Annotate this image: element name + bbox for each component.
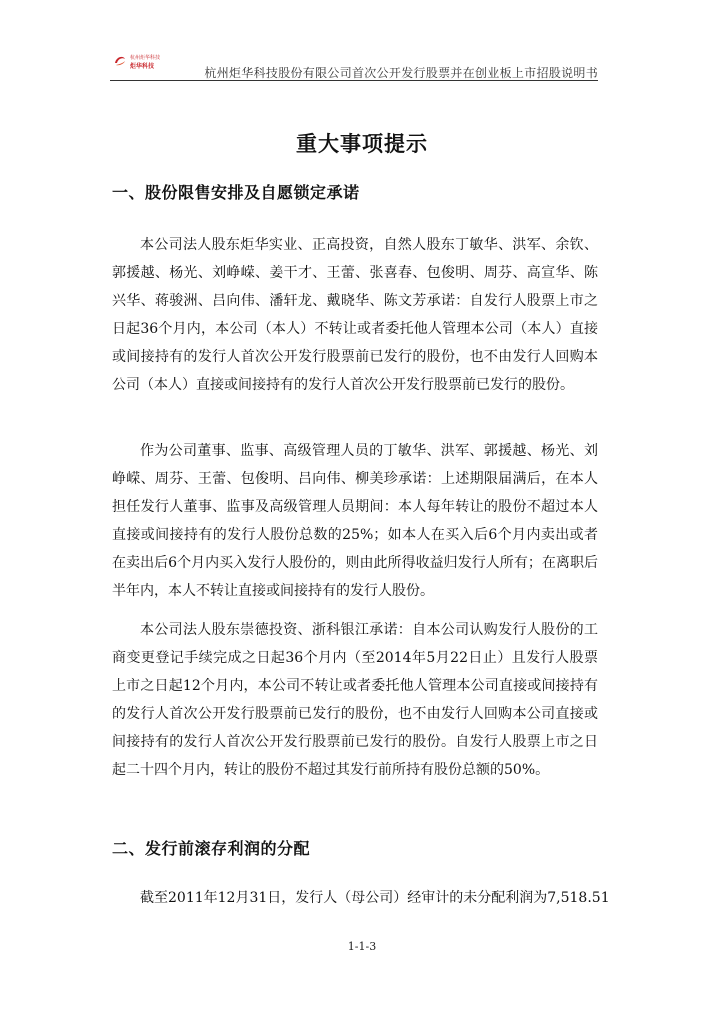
paragraph-lockup-1: 本公司法人股东炬华实业、正高投资，自然人股东丁敏华、洪军、余钦、郭援越、杨光、刘峥嵘、姜干才、王蕾、张喜春、包俊明、周芬、高宣华、陈兴华、蒋骏洲、吕向伟、潘轩龙、戴晓华、陈文芳承诺：自发行人股票上市之日起36个月内，本公司（本人）不转让或者委托他人管理本公司（本人）直接或间接持有的发行人首次公开发行股票前已发行的股份，也不由发行人回购本公司（本人）直接或间接持有的发行人首次公开发行股票前已发行的股份。	[112, 237, 598, 393]
section-heading-profit-distribution: 二、发行前滚存利润的分配	[112, 839, 311, 858]
paragraph-lockup-2: 作为公司董事、监事、高级管理人员的丁敏华、洪军、郭援越、杨光、刘峥嵘、周芬、王蕾、包俊明、吕向伟、柳美珍承诺：上述期限届满后，在本人担任发行人董事、监事及高级管理人员期间：本人每年转让的股份不超过本人直接或间接持有的发行人股份总数的25%；如本人在买入后6个月内卖出或者在卖出后6个月内买入发行人股份的，则由此所得收益归发行人所有；在离职后半年内，本人不转让直接或间接持有的发行人股份。	[112, 443, 598, 599]
page-header	[110, 50, 598, 81]
page-title: 重大事项提示	[296, 132, 428, 156]
logo-text-top: 杭州炬华科技	[130, 55, 161, 61]
page-number: 1-1-3	[347, 940, 377, 953]
paragraph-profit-distribution: 截至2011年12月31日，发行人（母公司）经审计的未分配利润为7,518.51	[140, 890, 610, 906]
paragraph-lockup-3: 本公司法人股东崇德投资、浙科银江承诺：自本公司认购发行人股份的工商变更登记手续完成之日起36个月内（至2014年5月22日止）且发行人股票上市之日起12个月内，本公司不转让或者委托他人管理本公司直接或间接持有的发行人首次公开发行股票前已发行的股份，也不由发行人回购本公司直接或间接持有的发行人首次公开发行股票前已发行的股份。自发行人股票上市之日起二十四个月内，转让的股份不超过其发行前所持有股份总额的50%。	[112, 622, 598, 778]
logo-swirl-icon	[113, 54, 127, 68]
header-title: 杭州炬华科技股份有限公司首次公开发行股票并在创业板上市招股说明书	[204, 66, 598, 80]
company-logo	[113, 53, 173, 73]
section-heading-lockup: 一、股份限售安排及自愿锁定承诺	[112, 183, 360, 202]
logo-text-bottom: 炬华科技	[130, 63, 155, 70]
